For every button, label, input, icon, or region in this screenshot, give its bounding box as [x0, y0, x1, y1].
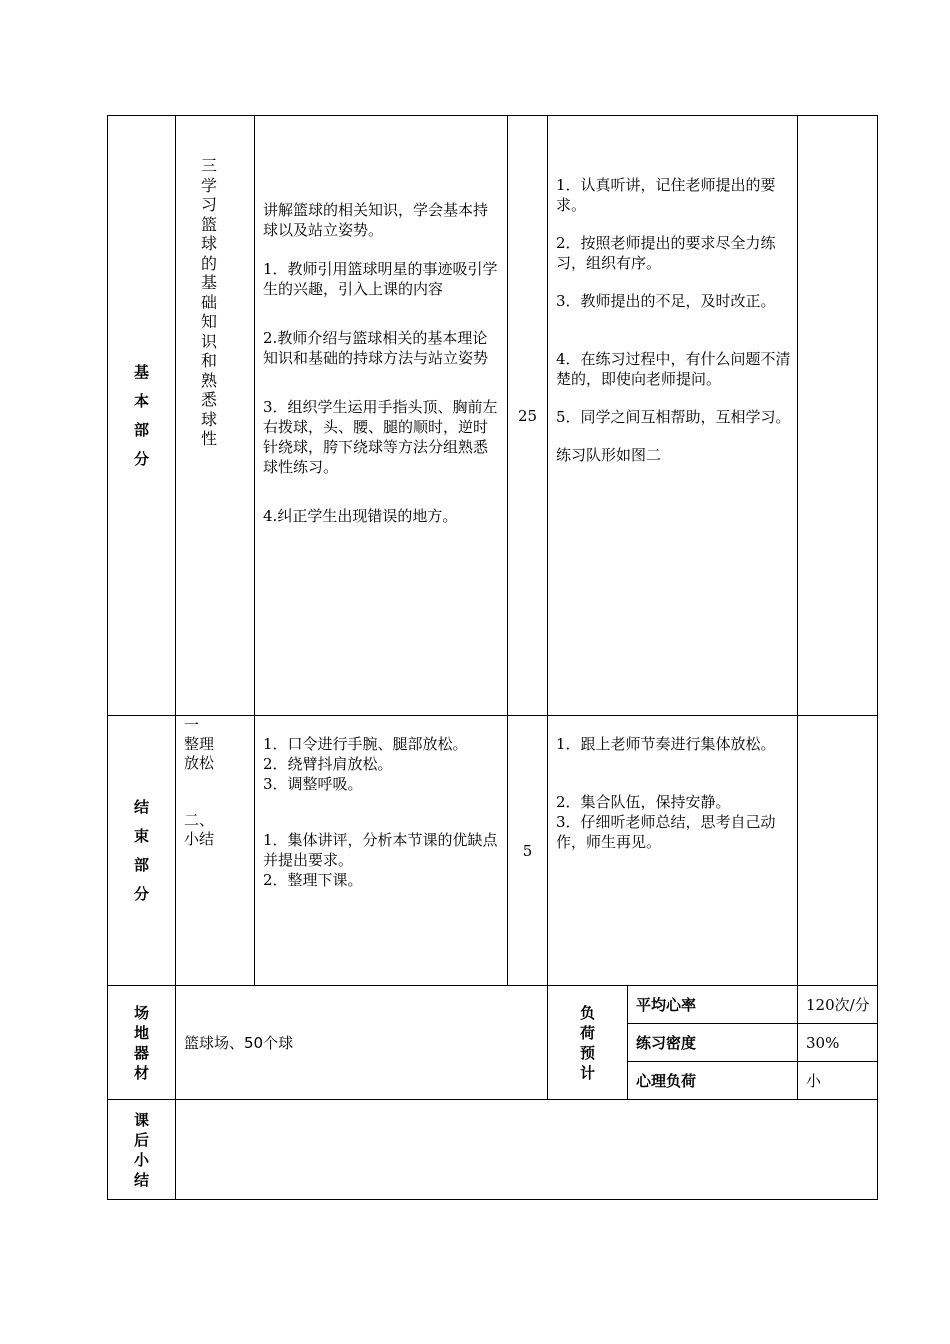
after-class-row — [108, 1100, 878, 1200]
end-content-item: 3．调整呼吸。 — [263, 775, 363, 793]
load-name-density: 练习密度 — [628, 1024, 798, 1062]
end-content-cell — [255, 716, 508, 986]
end-student-item: 2．集合队伍，保持安静。 — [556, 793, 731, 811]
end-content-item: 2．绕臂抖肩放松。 — [263, 755, 393, 773]
basic-student-item: 2．按照老师提出的要求尽全力练习，组织有序。 — [556, 234, 776, 272]
load-value-density: 30% — [798, 1024, 878, 1062]
end-topic-part1-line: 放松 — [184, 754, 215, 772]
end-empty-cell — [798, 716, 878, 986]
basic-student-item: 5．同学之间互相帮助，互相学习。 — [556, 408, 791, 426]
lesson-plan-table — [107, 115, 878, 1200]
end-student-item: 1．跟上老师节奏进行集体放松。 — [556, 735, 776, 753]
basic-content-cell — [255, 116, 508, 716]
end-section-label: 结 束 部 分 — [108, 716, 176, 986]
basic-student-item: 1．认真听讲，记住老师提出的要求。 — [556, 176, 776, 214]
load-value-heart-rate: 120次/分 — [798, 986, 878, 1024]
end-student-item: 3．仔细听老师总结，思考自己动作，师生再见。 — [556, 813, 776, 851]
lesson-plan-page — [107, 115, 877, 1201]
basic-empty-cell — [798, 116, 878, 716]
basic-section-row — [108, 116, 878, 716]
basic-intro-text: 讲解篮球的相关知识，学会基本持球以及站立姿势。 — [263, 201, 489, 239]
load-name-heart-rate: 平均心率 — [628, 986, 798, 1024]
formation-note: 练习队形如图二 — [556, 446, 662, 464]
end-topic-part2-label: 小结 — [184, 830, 215, 848]
end-content-item: 1．集体讲评，分析本节课的优缺点并提出要求。 — [263, 831, 498, 869]
end-student-cell — [548, 716, 798, 986]
end-section-row — [108, 716, 878, 986]
load-label: 负 荷 预 计 — [548, 986, 628, 1100]
basic-topic-cell — [176, 116, 255, 716]
basic-student-item: 4．在练习过程中，有什么问题不清楚的，即使向老师提问。 — [556, 350, 791, 388]
equipment-row — [108, 986, 878, 1024]
after-class-label: 课 后 小 结 — [108, 1100, 176, 1200]
basic-student-cell — [548, 116, 798, 716]
load-value-psych: 小 — [798, 1062, 878, 1100]
basic-student-item: 3．教师提出的不足，及时改正。 — [556, 292, 776, 310]
basic-content-item: 2.教师介绍与篮球相关的基本理论知识和基础的持球方法与站立姿势 — [263, 329, 489, 367]
equipment-value: 篮球场、50个球 — [184, 1033, 294, 1052]
equipment-value-cell — [176, 986, 548, 1100]
end-topic-part1-line: 整理 — [184, 735, 215, 753]
end-topic-part1-num: 一 — [184, 716, 200, 734]
basic-section-label: 基 本 部 分 — [108, 116, 176, 716]
end-content-item: 1．口令进行手腕、腿部放松。 — [263, 735, 468, 753]
basic-topic-vertical: 三 学 习 篮 球 的 基 础 知 识 和 熟 悉 球 性 — [200, 156, 217, 448]
end-topic-part2-num: 二、 — [184, 811, 215, 829]
end-time-cell: 5 — [508, 716, 548, 986]
basic-content-item: 4.纠正学生出现错误的地方。 — [263, 507, 458, 525]
end-content-item: 2．整理下课。 — [263, 871, 363, 889]
basic-content-item: 1．教师引用篮球明星的事迹吸引学生的兴趣，引入上课的内容 — [263, 260, 498, 298]
basic-time-cell: 25 — [508, 116, 548, 716]
end-topic-cell — [176, 716, 255, 986]
basic-content-item: 3．组织学生运用手指头顶、胸前左右拨球，头、腰、腿的顺时，逆时针绕球，胯下绕球等方法分组熟悉球性练习。 — [263, 398, 498, 476]
after-class-value — [176, 1100, 878, 1200]
load-name-psych: 心理负荷 — [628, 1062, 798, 1100]
equipment-label: 场 地 器 材 — [108, 986, 176, 1100]
